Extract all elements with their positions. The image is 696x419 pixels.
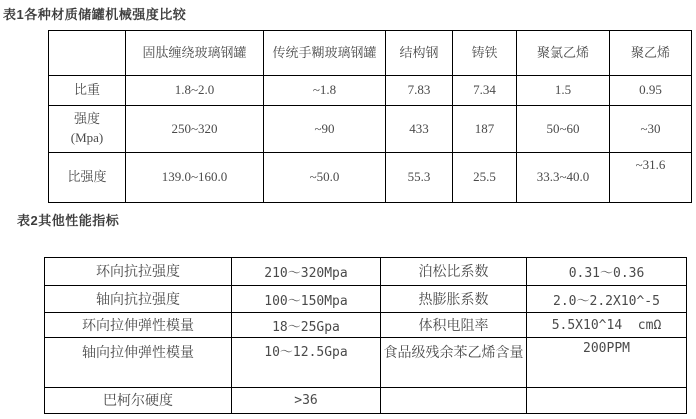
table2-label-cell: 轴向抗拉强度: [45, 286, 232, 313]
table1-value-cell: 250~320: [126, 106, 264, 153]
table1-header-cell: 结构钢: [386, 31, 453, 76]
table2-other-performance-indicators: [44, 257, 687, 414]
table2-row: [45, 338, 687, 388]
table1-row-label: [49, 106, 126, 153]
table1-value-cell: 139.0~160.0: [126, 153, 264, 203]
table1-header-cell: 聚氯乙烯: [517, 31, 610, 76]
table1-value-cell: 7.83: [386, 76, 453, 106]
table2-value-cell: 5.5X10^14 cmΩ: [527, 313, 687, 338]
table2-value-cell: 100～150Mpa: [232, 286, 381, 313]
table2-label-cell: 轴向拉伸弹性模量: [45, 338, 232, 388]
table1-row-label: 比强度: [49, 153, 126, 203]
table1-value-cell: ~30: [610, 106, 692, 153]
table1-value-cell: 25.5: [453, 153, 517, 203]
table2-row: [45, 286, 687, 313]
table1-header-row: [49, 31, 692, 76]
table2-label-cell: 体积电阻率: [381, 313, 527, 338]
table2-title: 表2其他性能指标: [17, 213, 120, 228]
strength-label-line1: 强度: [73, 111, 100, 127]
table2-label-cell: 巴柯尔硬度: [45, 388, 232, 414]
table1-header-cell: 铸铁: [453, 31, 517, 76]
table1-value-cell: 7.34: [453, 76, 517, 106]
table2-value-cell: 10～12.5Gpa: [232, 338, 381, 388]
table2-label-cell: [381, 388, 527, 414]
table2-value-cell: 210～320Mpa: [232, 258, 381, 286]
table2-value-cell: >36: [232, 388, 381, 414]
table1-row-label: 比重: [49, 76, 126, 106]
table2-value-cell: [527, 388, 687, 414]
table1-value-cell: 433: [386, 106, 453, 153]
table1-header-cell: 传统手糊玻璃钢罐: [264, 31, 386, 76]
table1-value-cell: 1.8~2.0: [126, 76, 264, 106]
table1-value-cell: 1.5: [517, 76, 610, 106]
table2-value-cell: 2.0～2.2X10^-5: [527, 286, 687, 313]
table2-row: [45, 388, 687, 414]
table1-value-cell: ~31.6: [610, 153, 692, 203]
table1-materials-strength-comparison: [48, 30, 692, 203]
table2-label-cell: 环向抗拉强度: [45, 258, 232, 286]
table2-value-cell: 0.31～0.36: [527, 258, 687, 286]
table1-value-cell: 187: [453, 106, 517, 153]
strength-label-line2: (Mpa): [70, 130, 104, 145]
table1-value-cell: 50~60: [517, 106, 610, 153]
table1-value-cell: 33.3~40.0: [517, 153, 610, 203]
table1-row-specific-gravity: [49, 76, 692, 106]
table2-value-cell: 200PPM: [527, 338, 687, 388]
table1-title: 表1各种材质储罐机械强度比较: [3, 7, 187, 22]
table2-label-cell: 环向拉伸弹性模量: [45, 313, 232, 338]
table2-row: [45, 313, 687, 338]
table1-header-cell: 固肽缠绕玻璃钢罐: [126, 31, 264, 76]
table1-row-strength: [49, 106, 692, 153]
table1-corner-cell: [49, 31, 126, 76]
table2-value-cell: 18～25Gpa: [232, 313, 381, 338]
table1-value-cell: ~90: [264, 106, 386, 153]
table1-value-cell: 0.95: [610, 76, 692, 106]
table2-label-cell: 泊松比系数: [381, 258, 527, 286]
table2-label-cell: 热膨胀系数: [381, 286, 527, 313]
table1-header-cell: 聚乙烯: [610, 31, 692, 76]
table1-row-specific-strength: [49, 153, 692, 203]
table2-row: [45, 258, 687, 286]
table1-value-cell: ~1.8: [264, 76, 386, 106]
table1-value-cell: 55.3: [386, 153, 453, 203]
table2-label-cell: 食品级残余苯乙烯含量: [381, 338, 527, 388]
table1-value-cell: ~50.0: [264, 153, 386, 203]
